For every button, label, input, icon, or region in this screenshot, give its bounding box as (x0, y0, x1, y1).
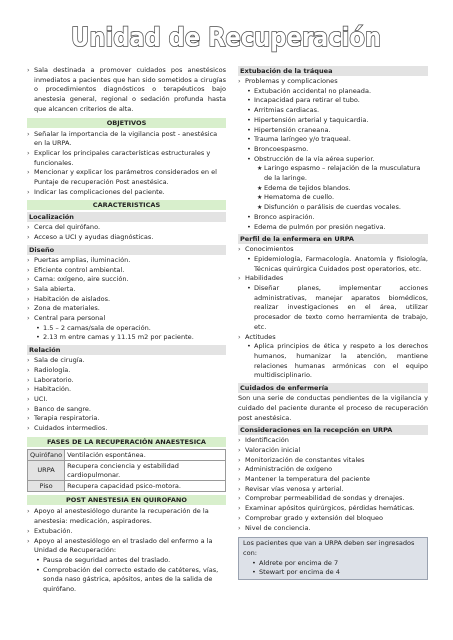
relacion-item: › Habitación. (27, 385, 226, 395)
objetivos-heading: OBJETIVOS (27, 118, 226, 128)
consideracion-item: › Revisar vías venosa y arterial. (238, 485, 428, 495)
central-sub-item: • 1.5 – 2 camas/sala de operación. (27, 324, 226, 334)
localizacion-item: › Acceso a UCI y ayudas diagnósticas. (27, 233, 226, 243)
obstruccion-sub-item: ★ Edema de tejidos blandos. (238, 184, 428, 194)
ingreso-note-item: • Aldrete por encima de 7 (243, 559, 423, 569)
extubacion-item: • Edema de pulmón por presión negativa. (238, 223, 428, 233)
table-row (28, 449, 226, 460)
central-sub-item: • 2.13 m entre camas y 11.15 m2 por paciente. (27, 333, 226, 343)
extubacion-item: • Hipertensión arterial y taquicardia. (238, 116, 428, 126)
objetivo-item: › Mencionar y explicar los parámetros considerados en el Puntaje de recuperación Post anestésica. (27, 168, 226, 187)
table-row (28, 481, 226, 492)
page-title-text: Unidad de Recuperación (71, 23, 381, 53)
diseno-item: › Central para personal (27, 314, 226, 324)
relacion-label: Relación (27, 345, 226, 355)
ingreso-note-box (238, 537, 428, 580)
extubacion-item: • Bronco aspiración. (238, 213, 428, 223)
objetivo-item: › Indicar las complicaciones del paciente. (27, 188, 226, 198)
relacion-item: › Laboratorio. (27, 376, 226, 386)
localizacion-item: › Cerca del quirófano. (27, 223, 226, 233)
fase-key: Piso (28, 481, 65, 492)
relacion-item: › UCI. (27, 395, 226, 405)
caracteristicas-heading: CARACTERISTICAS (27, 200, 226, 210)
diseno-item: › Puertas amplias, iluminación. (27, 256, 226, 266)
right-column (238, 66, 428, 580)
extubacion-item: • Incapacidad para retirar el tubo. (238, 96, 428, 106)
intro-text: › Sala destinada a promover cuidados pos anestésicos inmediatos a pacientes que han sido sometidos a cirugías o procedimientos diagnósticos o terapéuticos bajo anestesia general, regional o sedación profunda hasta que alcancen criterios de alta. (27, 66, 226, 115)
fases-table (27, 449, 226, 493)
obstruccion-sub-item: ★ Disfunción o parálisis de cuerdas vocales. (238, 203, 428, 213)
consideracion-item: › Comprobar permeabilidad de sondas y drenajes. (238, 494, 428, 504)
diseno-label: Diseño (27, 245, 226, 255)
table-row (28, 461, 226, 481)
consideracion-item: › Examinar apósitos quirúrgicos, pérdidas hemáticas. (238, 504, 428, 514)
consideracion-item: › Identificación (238, 436, 428, 446)
actitudes-text: • Aplica principios de ética y respeto a los derechos humanos, humanizar la atención, mantiene relaciones humanas armónicas con el equipo multidisciplinario. (238, 342, 428, 381)
consideraciones-heading: Consideraciones en la recepción en URPA (238, 425, 428, 435)
obstruccion-sub-item: ★ Laringo espasmo – relajación de la musculatura de la laringe. (238, 164, 428, 183)
post-item: › Apoyo al anestesiólogo durante la recuperación de la anestesia: medicación, aspiradores. (27, 507, 226, 526)
page-title (0, 16, 453, 56)
extubacion-heading: Extubación de la tráquea (238, 66, 428, 76)
conocimientos-text: • Epidemiología, Farmacología. Anatomía y fisiología, Técnicas quirúrgica Cuidados post operatorios, etc. (238, 255, 428, 274)
consideracion-item: › Mantener la temperatura del paciente (238, 475, 428, 485)
diseno-item: › Habitación de aislados. (27, 295, 226, 305)
relacion-item: › Banco de sangre. (27, 405, 226, 415)
extubacion-item: • Trauma laríngeo y/o traqueal. (238, 135, 428, 145)
perfil-heading: Perfil de la enfermera en URPA (238, 234, 428, 244)
ingreso-note-text: Los pacientes que van a URPA deben ser ingresados con: (243, 539, 415, 557)
post-item: › Apoyo al anestesiólogo en el traslado del enfermo a la Unidad de Recuperación: (27, 537, 226, 556)
cuidados-text: Son una serie de conductas pendientes de la vigilancia y cuidado del paciente durante el proceso de recuperación post anestésica. (238, 394, 428, 422)
localizacion-label: Localización (27, 212, 226, 222)
post-sub-item: • Pausa de seguridad antes del traslado. (27, 556, 226, 566)
fase-key: URPA (28, 461, 65, 481)
consideracion-item: › Comprobar grado y extensión del bloqueo (238, 514, 428, 524)
fases-heading: FASES DE LA RECUPERACIÓN ANAESTESICA (27, 437, 226, 447)
habilidades-text: • Diseñar planes, implementar acciones administrativas, manejar aparatos biomédicos, realizar investigaciones en el área, utilizar procesador de texto como herramienta de trabajo, etc. (238, 284, 428, 333)
extubacion-item: • Hipertensión craneana. (238, 126, 428, 136)
actitudes-label: › Actitudes (238, 333, 428, 343)
cuidados-heading: Cuidados de enfermería (238, 383, 428, 393)
relacion-item: › Radiología. (27, 366, 226, 376)
habilidades-label: › Habilidades (238, 274, 428, 284)
diseno-item: › Sala abierta. (27, 285, 226, 295)
extubacion-item: • Arritmias cardiacas. (238, 106, 428, 116)
conocimientos-label: › Conocimientos (238, 245, 428, 255)
extubacion-item: • Broncoespasmo. (238, 145, 428, 155)
left-column (27, 66, 226, 595)
diseno-item: › Zona de materiales. (27, 304, 226, 314)
post-sub-item: • Comprobación del correcto estado de catéteres, vías, sonda naso gástrica, apósitos, antes de la salida de quirófano. (27, 566, 226, 595)
fase-key: Quirófano (28, 449, 65, 460)
consideracion-item: › Valoración inicial (238, 446, 428, 456)
extubacion-item: • Obstrucción de la vía aérea superior. (238, 155, 428, 165)
relacion-item: › Terapia respiratoria. (27, 414, 226, 424)
fase-value: Recupera capacidad psico-motora. (65, 481, 226, 492)
relacion-item: › Cuidados intermedios. (27, 424, 226, 434)
fase-value: Ventilación espontánea. (65, 449, 226, 460)
consideracion-item: › Monitorización de constantes vitales (238, 456, 428, 466)
extubacion-item: • Extubación accidental no planeada. (238, 87, 428, 97)
ingreso-note-item: • Stewart por encima de 4 (243, 568, 423, 578)
extubacion-lead: › Problemas y complicaciones (238, 77, 428, 87)
post-anestesia-heading: POST ANESTESIA EN QUIROFANO (27, 495, 226, 505)
objetivo-item: › Señalar la importancia de la vigilancia post - anestésica en la URPA. (27, 130, 226, 149)
consideracion-item: › Administración de oxígeno (238, 465, 428, 475)
fase-value: Recupera conciencia y estabilidad cardiopulmonar. (65, 461, 226, 481)
relacion-item: › Sala de cirugía. (27, 356, 226, 366)
post-item: › Extubación. (27, 527, 226, 537)
diseno-item: › Cama: oxígeno, aire succión. (27, 275, 226, 285)
obstruccion-sub-item: ★ Hematoma de cuello. (238, 193, 428, 203)
consideracion-item: › Nivel de conciencia. (238, 524, 428, 534)
objetivo-item: › Explicar los principales características estructurales y funcionales. (27, 149, 226, 168)
diseno-item: › Eficiente control ambiental. (27, 266, 226, 276)
